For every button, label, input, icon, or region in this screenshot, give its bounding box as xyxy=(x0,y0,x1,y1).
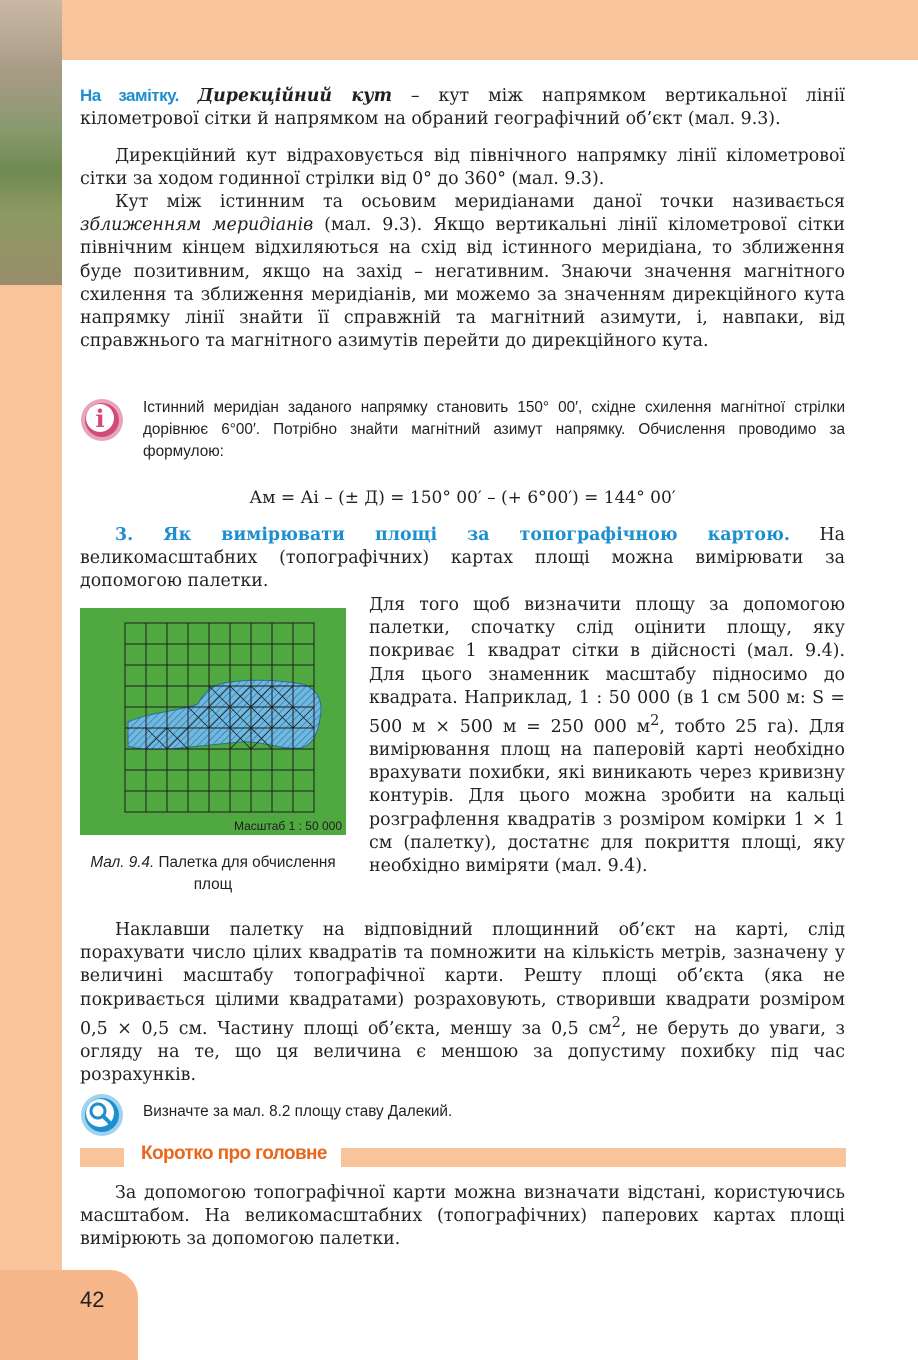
task-text: Визначте за мал. 8.2 площу ставу Далекий. xyxy=(143,1103,453,1120)
section-3-heading: 3. Як вимірювати площі за топографічною картою. xyxy=(115,525,790,545)
left-decor-band xyxy=(0,285,62,1360)
note-text: – кут між напрямком вертикальної лінії кілометрової сітки й напрямком на обраний географічний об’єкт (мал. 9.3). xyxy=(80,86,845,130)
scale-label: Масштаб 1 : 50 000 xyxy=(233,819,342,833)
summary-title: Коротко про головне xyxy=(141,1143,327,1164)
summary-text: За допомогою топографічної карти можна визначати відстані, користуючись масштабом. На великомасштабних (топографічних) паперових картах площі вимірюють за допомогою палетки. xyxy=(80,1183,845,1250)
info-text: Істинний меридіан заданого напрямку становить 150° 00′, східне схилення магнітної стрілки дорівнює 6°00′. Потрібно знайти магнітний азимут напрямку. Обчислення проводимо за формулою: xyxy=(143,399,845,460)
magnifier-icon xyxy=(80,1093,124,1137)
summary-bar-right xyxy=(341,1148,846,1167)
mountain-photo xyxy=(0,0,62,285)
figure-caption: Мал. 9.4. Палетка для обчислення площ xyxy=(90,854,336,893)
summary-bar-left xyxy=(80,1148,124,1167)
page-number-tab xyxy=(0,1270,138,1360)
top-decor-band xyxy=(0,0,918,60)
palette-method-paragraph: Для того щоб визначити площу за допомогою палетки, спочатку слід оцінити площу, яку покриває 1 квадрат сітки в дійсності (мал. 9.4). Для цього знаменник масштабу підносимо до квадрата. Наприклад, 1 : 50 000 (в 1 см 500 м: S = 500 м × 500 м = 250 000 $м^2$, тобто 25 га). Для вимірювання площ на паперовій карті необхідно врахувати похибки, які виникають через кривизну контурів. Для цього можна зробити на кальці розграфлення квадратів з розміром комірки 1 × 1 см (палетку), достатнє для покриття площі, яку необхідно виміряти (мал. 9.4). xyxy=(369,595,845,877)
palette-figure xyxy=(80,608,346,835)
section-3-paragraph: 3. Як вимірювати площі за топографічною картою. На великомасштабних (топографічних) картах площі можна вимірювати за допомогою палетки. xyxy=(80,525,846,592)
paragraph-1: Дирекційний кут відраховується від північного напрямку лінії кілометрової сітки за ходом годинної стрілки від 0° до 360° (мал. 9.3). xyxy=(80,146,845,190)
note-paragraph xyxy=(80,84,845,131)
paragraph-2: Кут між істинним та осьовим меридіанами даної точки називається зближенням меридіанів (мал. 9.3). Якщо вертикальні лінії кілометрової сітки північним кінцем відхиляються на схід від істинного меридіана, то зближення буде позитивним, якщо на захід – негативним. Знаючи значення магнітного схилення та зближення меридіанів, ми можемо за значенням дирекційного кута напрямку лінії знайти її справжній та магнітний азимути, і, навпаки, від справжнього та магнітного азимутів перейти до дирекційного кута. xyxy=(80,192,845,352)
page-number: 42 xyxy=(80,1287,105,1312)
note-label: На замітку. xyxy=(80,86,179,105)
term-convergence: зближенням меридіанів xyxy=(80,215,314,236)
formula: Ам = Аі – (± Д) = 150° 00′ – (+ 6°00′) = 144° 00′ xyxy=(249,488,676,508)
note-term: Дирекційний кут xyxy=(197,86,392,106)
info-icon xyxy=(80,398,124,442)
info-icon-letter: i xyxy=(95,404,105,433)
paragraph-4: Наклавши палетку на відповідний площинний об’єкт на карті, слід порахувати число цілих квадратів та помножити на кількість метрів, зазначену у величині масштабу топографічної карти. Решту площі об’єкта (яка не покривається цілими квадратами) розраховують, створивши квадрати розміром 0,5 × 0,5 см. Частину площі об’єкта, меншу за 0,5 $см^2$, не беруть до уваги, з огляду на те, що ця величина є меншою за допустиму похибку під час розрахунків. xyxy=(80,920,845,1086)
